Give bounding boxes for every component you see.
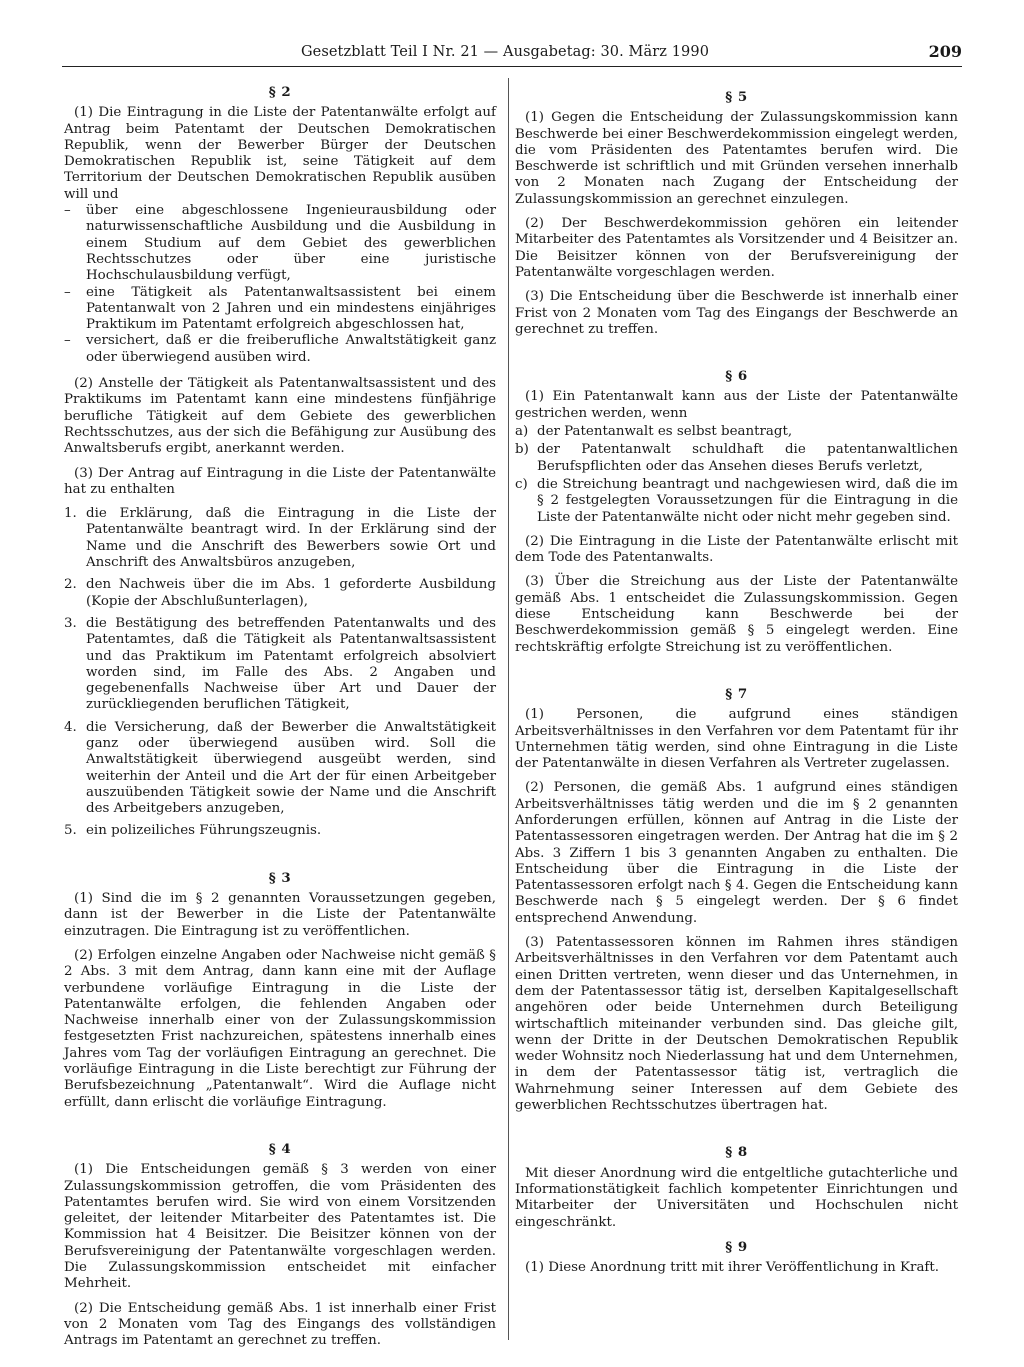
list-item-text: den Nachweis über die im Abs. 1 geforderte Ausbildung (Kopie der Abschlußunterlagen), (86, 577, 496, 609)
list-item (64, 616, 496, 714)
page-number: 209 (928, 42, 962, 61)
section-heading-3: § 3 (268, 869, 292, 886)
paragraph: (2) Der Beschwerdekommission gehören ein leitender Mitarbeiter des Patentamtes als Vorsitzender und 4 Beisitzer an. Die Beisitzer können von der Berufsvereinigung der Patentanwälte vorgeschlagen werden. (515, 216, 958, 280)
header-rule (62, 66, 962, 67)
numbered-list (64, 506, 496, 840)
section-heading-5: § 5 (725, 89, 748, 105)
list-item (64, 823, 496, 839)
list-item (64, 285, 496, 334)
dash-mark: – (64, 333, 71, 349)
list-item (64, 333, 496, 366)
paragraph: (2) Erfolgen einzelne Angaben oder Nachweise nicht gemäß § 2 Abs. 3 mit dem Antrag, dann kann eine mit der Auflage verbundene vorläufige Eintragung in die Liste der Patentanwälte erfolgen, die fehlenden Angaben oder Nachweise innerhalb einer von der Zulassungskommission festgesetzten Frist nachzureichen, spätestens innerhalb eines Jahres vom Tag der vorläufigen Eintragung an gerechnet. Die vorläufige Eintragung in die Liste berechtigt zur Führung der Berufsbezeichnung „Patentanwalt“. Wird die Auflage nicht erfüllt, dann erlischt die vorläufige Eintragung. (64, 947, 496, 1110)
list-item-text: der Patentanwalt schuldhaft die patentanwaltlichen Berufspflichten oder das Ansehen dieses Berufs verletzt, (537, 442, 958, 474)
paragraph: (3) Über die Streichung aus der Liste der Patentanwälte gemäß Abs. 1 entscheidet die Zulassungskommission. Gegen diese Entscheidung kann Beschwerde bei der Beschwerdekommission gemäß § 5 eingelegt werden. Eine rechtskräftig erfolgte Streichung ist zu veröffentlichen. (515, 574, 958, 655)
list-item (515, 424, 958, 440)
section-heading-9: § 9 (725, 1238, 748, 1255)
paragraph: Mit dieser Anordnung wird die entgeltliche gutachterliche und Informationstätigkeit fachlich kompetenter Einrichtungen und Mitarbeiter der Universitäten und Hochschulen nicht eingeschränkt. (515, 1165, 958, 1230)
section-heading-7: § 7 (725, 685, 748, 702)
list-item-text: die Erklärung, daß die Eintragung in die Liste der Patentanwälte beantragt wird. In der Erklärung sind der Name und die Anschrift des Bewerbers sowie Ort und Anschrift des Anwaltsbüros anzugeben, (86, 506, 496, 571)
paragraph: (3) Der Antrag auf Eintragung in die Liste der Patentanwälte hat zu enthalten (64, 465, 496, 497)
lettered-list (515, 424, 958, 526)
paragraph: (1) Die Entscheidungen gemäß § 3 werden von einer Zulassungskommission getroffen, die vom Präsidenten des Patentamtes berufen wird. Sie wird von einem Vorsitzenden geleitet, der leitender Mitarbeiter des Patentamtes ist. Die Kommission hat 4 Beisitzer. Die Beisitzer können von der Berufsvereinigung der Patentanwälte vorgeschlagen werden. Die Zulassungskommission entscheidet mit einfacher Mehrheit. (64, 1162, 496, 1292)
list-item-text: versichert, daß er die freiberufliche Anwaltstätigkeit ganz oder überwiegend ausüben wird. (86, 333, 496, 365)
list-item-text: der Patentanwalt es selbst beantragt, (537, 424, 793, 440)
dash-list (64, 203, 496, 366)
section-heading-6: § 6 (725, 368, 748, 385)
list-mark: 2. (64, 577, 77, 593)
list-item (64, 577, 496, 610)
list-item (64, 720, 496, 818)
paragraph: (1) Die Eintragung in die Liste der Patentanwälte erfolgt auf Antrag beim Patentamt der Deutschen Demokratischen Republik, wenn der Bewerber Bürger der Deutschen Demokratischen Republik ist, seine Tätigkeit auf dem Territorium der Deutschen Demokratischen Republik ausüben will und (64, 105, 496, 202)
column-divider (508, 78, 509, 1340)
list-item-text: die Streichung beantragt und nachgewiesen wird, daß die im § 2 festgelegten Voraussetzungen für die Eintragung in die Liste der Patentanwälte nicht oder nicht mehr gegeben sind. (537, 476, 958, 525)
section-heading-8: § 8 (725, 1144, 748, 1161)
paragraph: (1) Diese Anordnung tritt mit ihrer Veröffentlichung in Kraft. (525, 1260, 940, 1276)
right-column (515, 84, 958, 1284)
dash-mark: – (64, 284, 71, 300)
list-item (515, 442, 958, 475)
paragraph: (2) Die Eintragung in die Liste der Patentanwälte erlischt mit dem Tode des Patentanwalts. (515, 533, 958, 566)
list-mark: 1. (64, 506, 77, 522)
list-item-text: über eine abgeschlossene Ingenieurausbildung oder naturwissenschaftliche Ausbildung und die Ausbildung in einem Studium auf dem Gebiet des gewerblichen Rechtsschutzes oder über eine juristische Hochschulausbildung verfügt, (86, 203, 496, 284)
list-mark: 3. (64, 615, 77, 631)
list-item (515, 477, 958, 526)
paragraph: (1) Personen, die aufgrund eines ständigen Arbeitsverhältnisses in den Verfahren vor dem Patentamt für ihr Unternehmen tätig werden, sind ohne Eintragung in die Liste der Patentanwälte in diesen Verfahren als Vertreter zugelassen. (515, 707, 958, 772)
paragraph: (3) Patentassessoren können im Rahmen ihres ständigen Arbeitsverhältnisses in den Verfahren vor dem Patentamt auch einen Dritten vertreten, wenn dieser und das Unternehmen, in dem der Patentassessor tätig ist, derselben Kapitalgesellschaft angehören oder beide Unternehmen durch Beteiligung wirtschaftlich miteinander verbunden sind. Das gleiche gilt, wenn der Dritte in der Deutschen Demokratischen Republik weder Wohnsitz noch Niederlassung hat und dem Unternehmen, in dem der Patentassessor tätig ist, vertraglich die Wahrnehmung seiner Interessen auf dem Gebiete des gewerblichen Rechtsschutzes übertragen hat. (515, 935, 958, 1114)
paragraph: (2) Personen, die gemäß Abs. 1 aufgrund eines ständigen Arbeitsverhältnisses tätig werden und die im § 2 genannten Anforderungen erfüllen, können auf Antrag in die Liste der Patentassessoren eingetragen werden. Der Antrag hat die im § 2 Abs. 3 Ziffern 1 bis 3 genannten Angaben zu enthalten. Die Entscheidung über die Eintragung in die Liste der Patentassessoren erfolgt nach § 4. Gegen die Entscheidung kann Beschwerde nach § 5 eingelegt werden. Der § 6 findet entsprechend Anwendung. (515, 780, 958, 926)
list-item-text: eine Tätigkeit als Patentanwaltsassistent bei einem Patentanwalt von 2 Jahren und ein mindestens einjähriges Praktikum im Patentamt erfolgreich abgeschlossen hat, (86, 284, 496, 333)
paragraph: (2) Anstelle der Tätigkeit als Patentanwaltsassistent und des Praktikums im Patentamt kann eine mindestens fünfjährige berufliche Tätigkeit auf dem Gebiete des gewerblichen Rechtsschutzes, aus der sich die Befähigung zur Ausübung des Anwaltsberufs ergibt, anerkannt werden. (64, 376, 496, 457)
paragraph: (2) Die Entscheidung gemäß Abs. 1 ist innerhalb einer Frist von 2 Monaten vom Tag des Eingangs des vollständigen Antrags im Patentamt an gerechnet zu treffen. (64, 1300, 496, 1349)
list-item (64, 506, 496, 571)
paragraph: (3) Die Entscheidung über die Beschwerde ist innerhalb einer Frist von 2 Monaten vom Tag des Eingangs der Beschwerde an gerechnet zu treffen. (515, 289, 958, 337)
left-column (64, 84, 496, 1357)
running-header: Gesetzblatt Teil I Nr. 21 — Ausgabetag: 30. März 1990 (300, 44, 710, 60)
list-mark: 4. (64, 719, 77, 735)
paragraph: (1) Gegen die Entscheidung der Zulassungskommission kann Beschwerde bei einer Beschwerdekommission eingelegt werden, die vom Präsidenten des Patentamtes berufen wird. Die Beschwerde ist schriftlich und mit Gründen versehen innerhalb von 2 Monaten nach Zugang der Entscheidung der Zulassungskommission an gerechnet einzulegen. (515, 110, 958, 207)
list-item-text: die Versicherung, daß der Bewerber die Anwaltstätigkeit ganz oder überwiegend ausüben wird. Soll die Anwaltstätigkeit überwiegend ausgeübt werden, sind weiterhin der Anteil und die Art der für einen Arbeitgeber auszuübenden Tätigkeit sowie der Name und die Anschrift des Arbeitgebers anzugeben, (86, 719, 496, 817)
section-heading-4: § 4 (268, 1140, 292, 1157)
list-mark: c) (515, 476, 528, 492)
list-item-text: ein polizeiliches Führungszeugnis. (86, 823, 322, 839)
list-item (64, 203, 496, 284)
paragraph: (1) Ein Patentanwalt kann aus der Liste der Patentanwälte gestrichen werden, wenn (515, 389, 958, 421)
list-mark: b) (515, 442, 529, 458)
list-mark: a) (515, 424, 529, 440)
section-heading-2: § 2 (268, 84, 292, 100)
list-item-text: die Bestätigung des betreffenden Patentanwalts und des Patentamtes, daß die Tätigkeit als Patentanwaltsassistent und das Praktikum im Patentamt erfolgreich absolviert worden sind, im Falle des Abs. 2 Angaben und gegebenenfalls Nachweise über Art und Dauer der zurückliegenden beruflichen Tätigkeit, (86, 615, 496, 713)
dash-mark: – (64, 203, 71, 219)
list-mark: 5. (64, 823, 77, 839)
paragraph: (1) Sind die im § 2 genannten Voraussetzungen gegeben, dann ist der Bewerber in die Liste der Patentanwälte einzutragen. Die Eintragung ist zu veröffentlichen. (64, 891, 496, 939)
